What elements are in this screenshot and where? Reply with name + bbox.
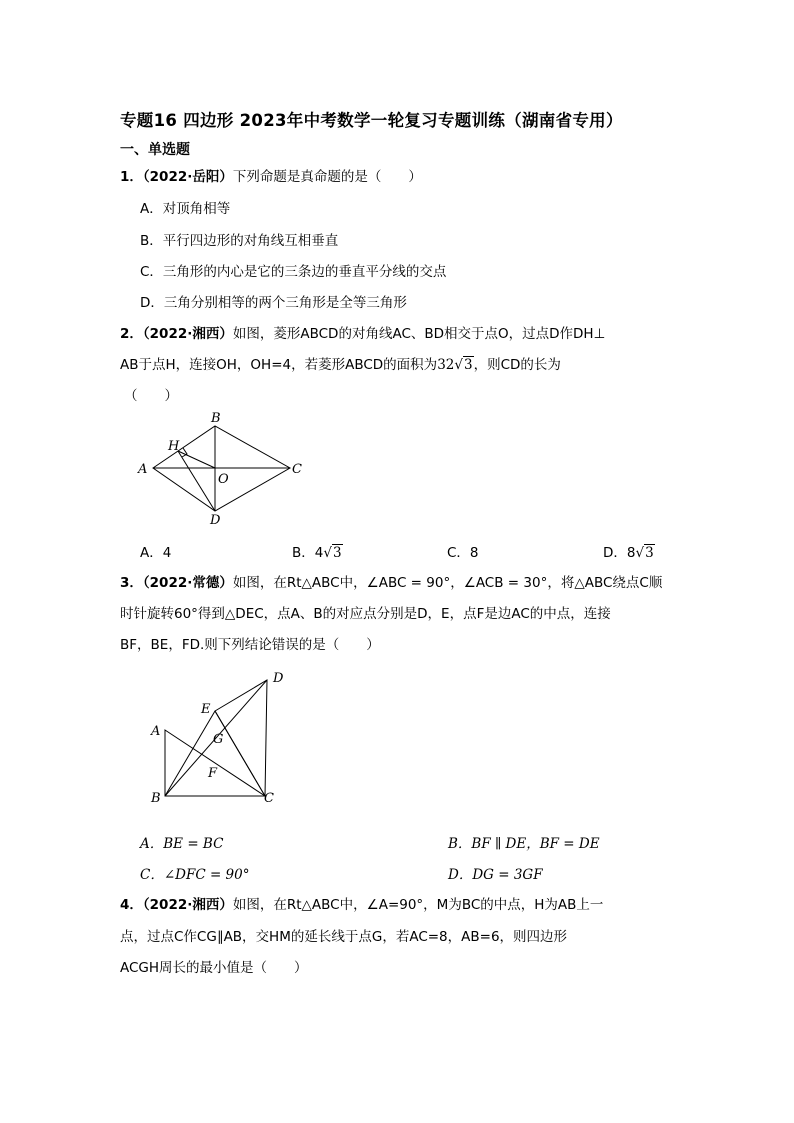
question-3-line-1 <box>120 571 662 591</box>
question-4-line-1 <box>120 893 603 913</box>
q1-option-a: A．对顶角相等 <box>140 201 231 217</box>
question-text: AB于点H，连接OH，OH=4，若菱形ABCD的面积为 <box>120 357 438 373</box>
question-text: ，则CD的长为 <box>473 357 561 373</box>
figure-label-d: D <box>273 671 284 686</box>
figure-label-a: A <box>138 462 148 477</box>
figure-label-o: O <box>218 472 229 487</box>
question-4-line-3: ACGH周长的最小值是（ ） <box>120 960 308 976</box>
figure-label-a: A <box>151 724 161 739</box>
question-text: 如图，在Rt△ABC中，∠ABC = 90°，∠ACB = 30°，将△ABC绕点C顺 <box>232 575 663 591</box>
q2-rhombus-figure <box>130 408 310 528</box>
math-radicand: 3 <box>332 545 342 561</box>
option-text: D．8 <box>603 545 636 561</box>
question-source: （2022·湘西） <box>142 897 233 913</box>
section-heading: 一、单选题 <box>120 142 190 158</box>
page-title: 专题16 四边形 2023年中考数学一轮复习专题训练（湖南省专用） <box>120 111 623 130</box>
q1-option-d: D．三角分别相等的两个三角形是全等三角形 <box>140 295 407 311</box>
question-2-line-3: （ ） <box>124 388 178 404</box>
figure-label-e: E <box>201 702 211 717</box>
figure-label-c: C <box>292 462 302 477</box>
q3-rotation-figure <box>145 668 305 808</box>
question-number: 1． <box>120 169 143 185</box>
q3-option-c: C．∠DFC = 90° <box>140 867 250 883</box>
figure-label-b: B <box>151 791 161 806</box>
question-number: 2． <box>120 326 143 342</box>
q2-option-d: D．8√3 <box>603 545 654 561</box>
question-3-line-3: BF，BE，FD.则下列结论错误的是（ ） <box>120 637 380 653</box>
question-2-line-1 <box>120 322 605 342</box>
question-number: 4． <box>120 897 143 913</box>
math-radicand: 3 <box>645 545 654 561</box>
q1-option-b: B．平行四边形的对角线互相垂直 <box>140 233 339 249</box>
question-source: （2022·湘西） <box>142 326 233 342</box>
question-2-line-2: AB于点H，连接OH，OH=4，若菱形ABCD的面积为32√3，则CD的长为 <box>120 357 561 373</box>
q2-option-c: C．8 <box>447 545 479 561</box>
figure-label-h: H <box>168 439 180 454</box>
question-text: 下列命题是真命题的是（ ） <box>232 169 422 185</box>
figure-label-d: D <box>210 513 221 528</box>
question-1-stem <box>120 165 422 185</box>
figure-label-g: G <box>213 732 224 747</box>
q3-option-a: A．BE = BC <box>140 836 224 852</box>
figure-label-f: F <box>208 766 218 781</box>
question-source: （2022·常德） <box>142 575 233 591</box>
question-4-line-2: 点，过点C作CG∥AB，交HM的延长线于点G，若AC=8，AB=6，则四边形 <box>120 929 568 945</box>
math-radicand: 3 <box>463 357 473 373</box>
q2-option-b: B．4√3 <box>292 545 342 561</box>
q2-option-a: A．4 <box>140 545 172 561</box>
question-text: 如图，菱形ABCD的对角线AC、BD相交于点O，过点D作DH⊥ <box>232 326 606 342</box>
q3-option-b: B．BF ∥ DE，BF = DE <box>448 836 600 852</box>
figure-label-c: C <box>264 791 274 806</box>
q3-option-d: D．DG = 3GF <box>448 867 543 883</box>
figure-label-b: B <box>211 411 221 426</box>
q1-option-c: C．三角形的内心是它的三条边的垂直平分线的交点 <box>140 264 447 280</box>
question-3-line-2: 时针旋转60°得到△DEC，点A、B的对应点分别是D，E，点F是边AC的中点，连接 <box>120 606 611 622</box>
option-text: B．4 <box>292 545 324 561</box>
question-source: （2022·岳阳） <box>142 169 233 185</box>
math-coefficient: 32 <box>437 357 455 373</box>
question-text: 如图，在Rt△ABC中，∠A=90°，M为BC的中点，H为AB上一 <box>232 897 604 913</box>
question-number: 3． <box>120 575 143 591</box>
